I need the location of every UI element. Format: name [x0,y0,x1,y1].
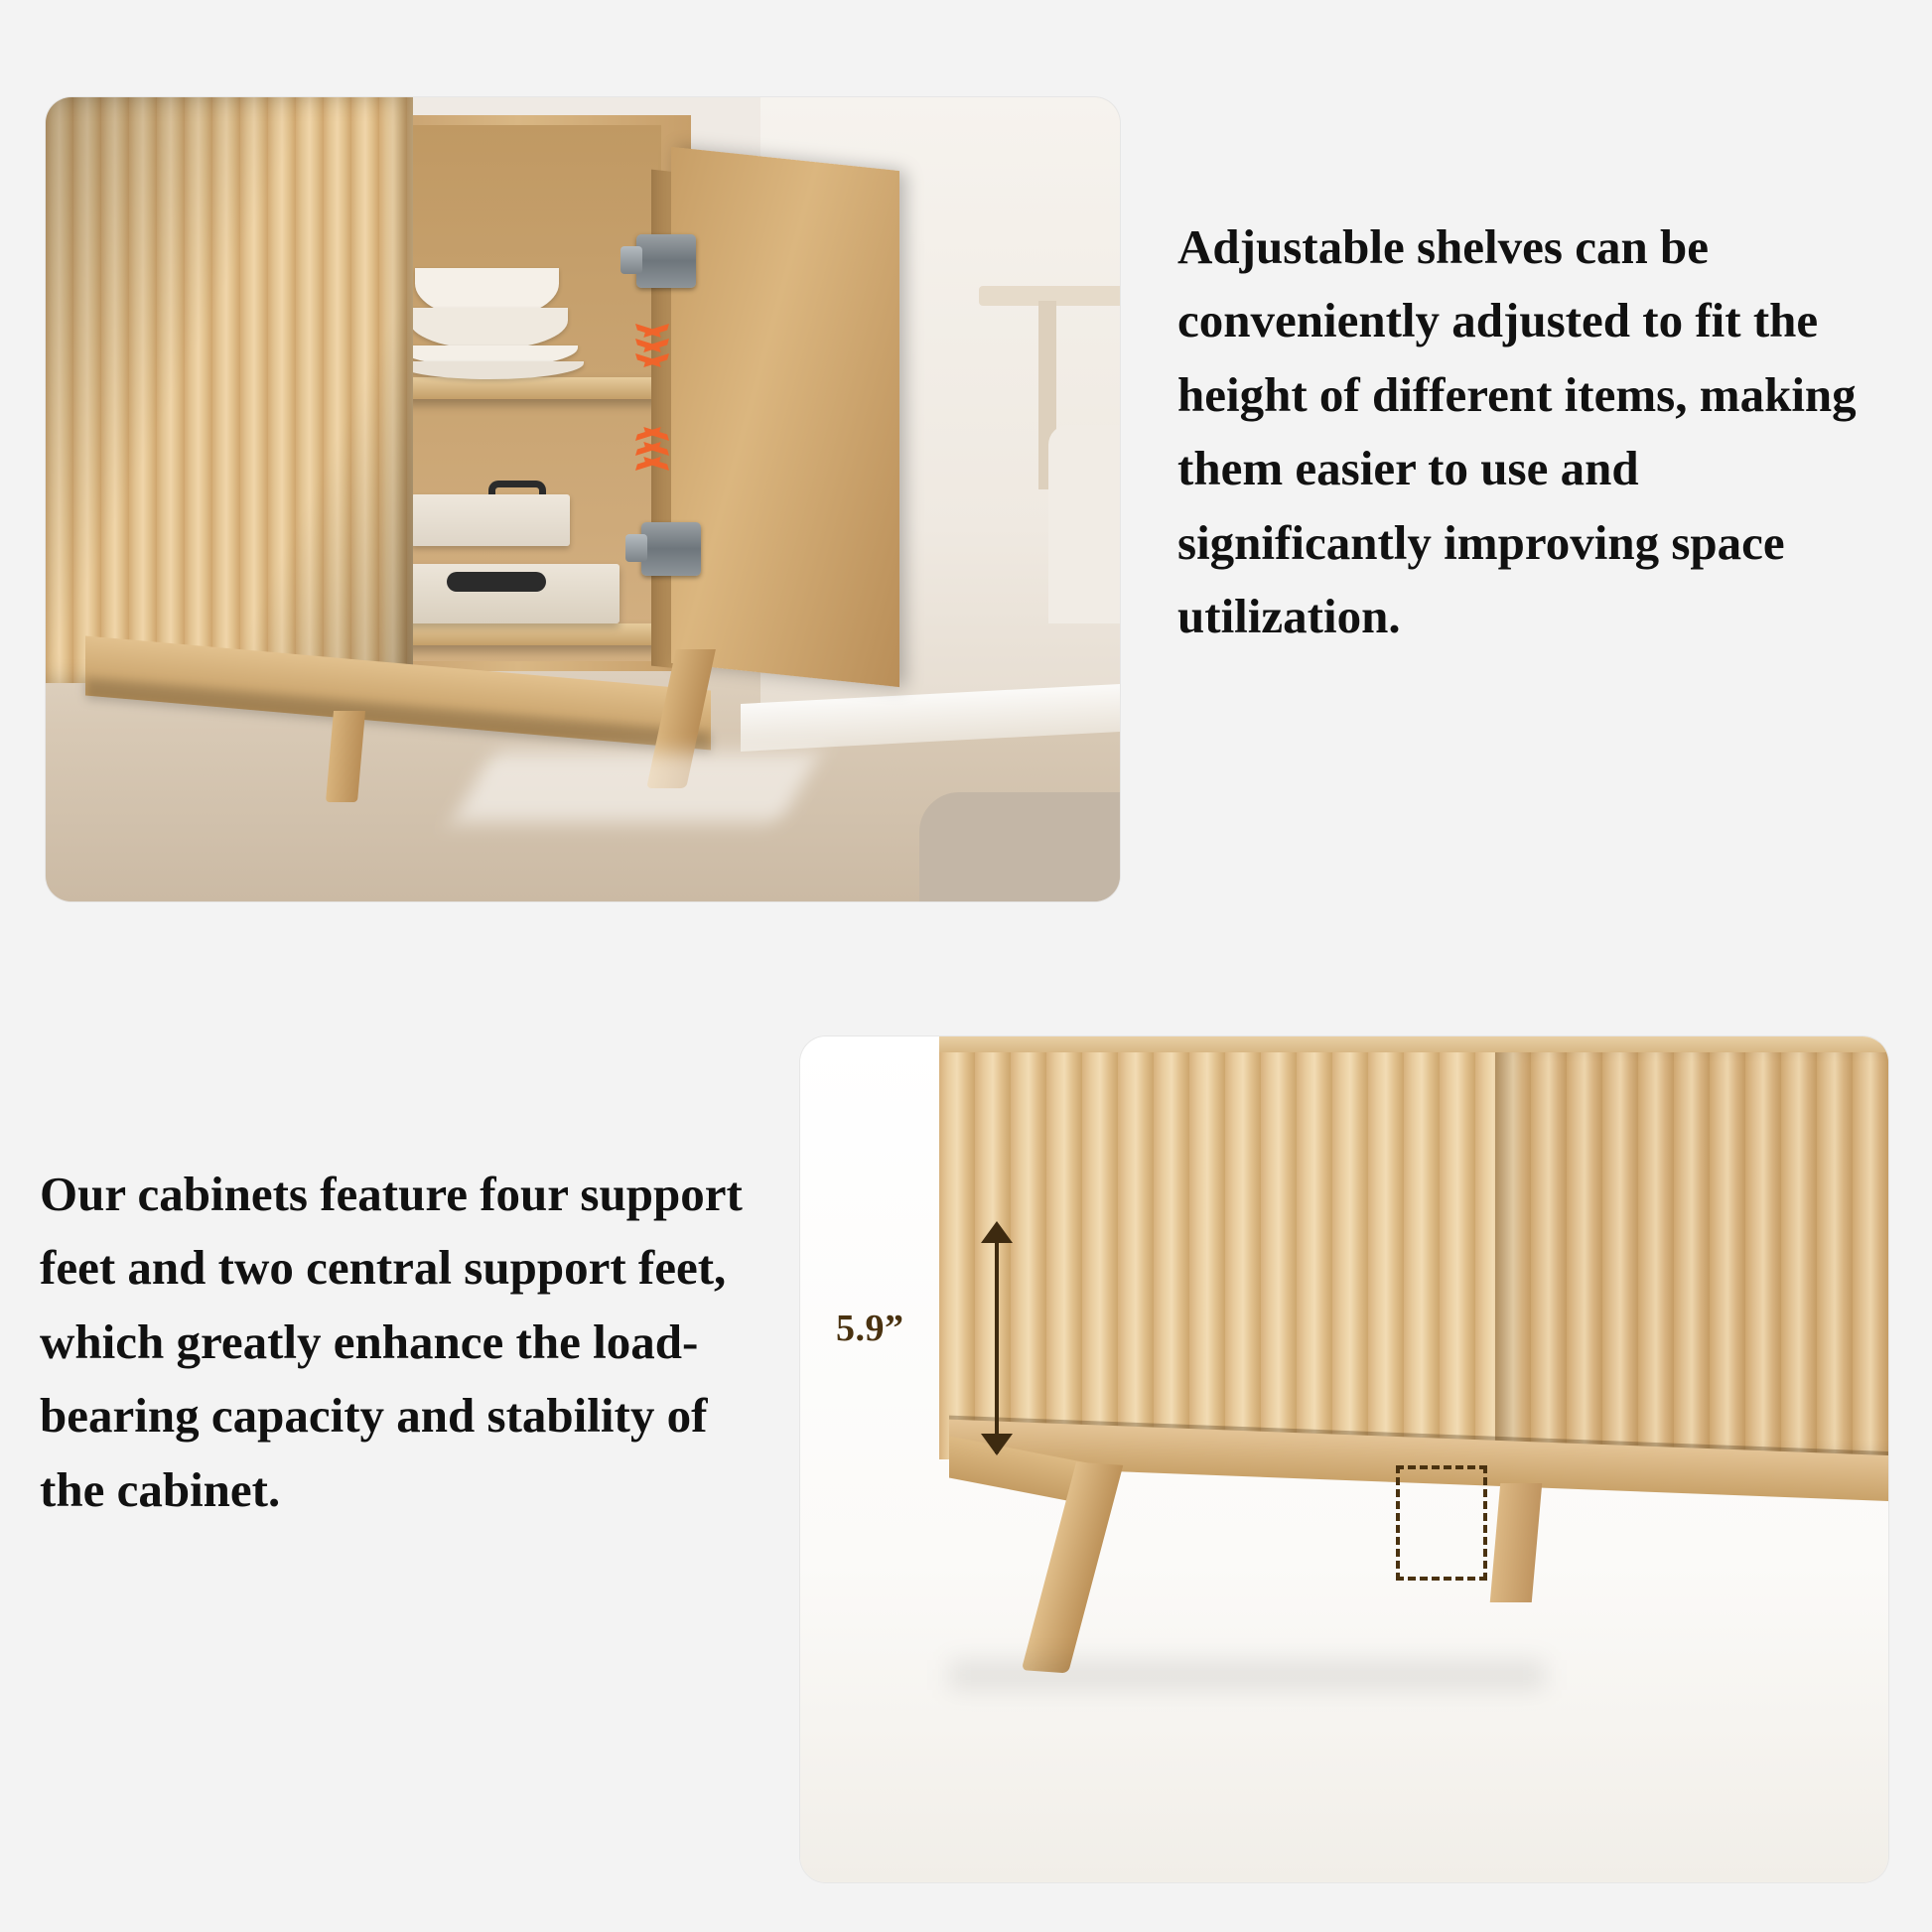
hinge-bottom [641,522,701,576]
storage-box-upper [411,494,570,546]
chevron-up-triple-icon [635,324,669,375]
chevron-mark [635,427,669,441]
cabinet-top-edge [939,1036,1888,1052]
storage-box-handle-lower [447,572,546,592]
chevron-mark [635,457,669,471]
dimension-label: 5.9” [836,1308,904,1349]
adjustable-shelves-caption: Adjustable shelves can be conveniently adjusted to fit the height of different items, making them easier to use and significantly improving space utilization. [1177,219,1857,644]
adjustable-shelf-upper [405,377,663,399]
dimension-line [995,1235,999,1453]
support-feet-caption: Our cabinets feature four support feet and two central support feet, which greatly enhance the load-bearing capacity and stability of the cabinet. [40,1167,743,1517]
background-furniture [1048,425,1120,623]
cabinet-bottom-shelf [401,623,689,645]
cabinet-fluted-front-right [1495,1042,1888,1459]
left-door-shading [46,97,413,683]
chevron-mark [635,339,669,352]
cabinet-open-doors-photo [46,97,1120,901]
floor-light-reflection [453,753,820,822]
chevron-mark [635,324,669,338]
chevron-mark [635,442,669,456]
cabinet-right-door-open [671,147,899,687]
chevron-down-triple-icon [635,419,669,471]
cabinet-support-feet-photo [800,1036,1888,1882]
chevron-mark [635,353,669,367]
floor-rug [919,792,1120,901]
floor-shadow [949,1660,1545,1690]
dimension-arrow-down-icon [981,1434,1013,1455]
hinge-top [636,234,696,288]
central-support-foot-highlight [1396,1465,1487,1581]
